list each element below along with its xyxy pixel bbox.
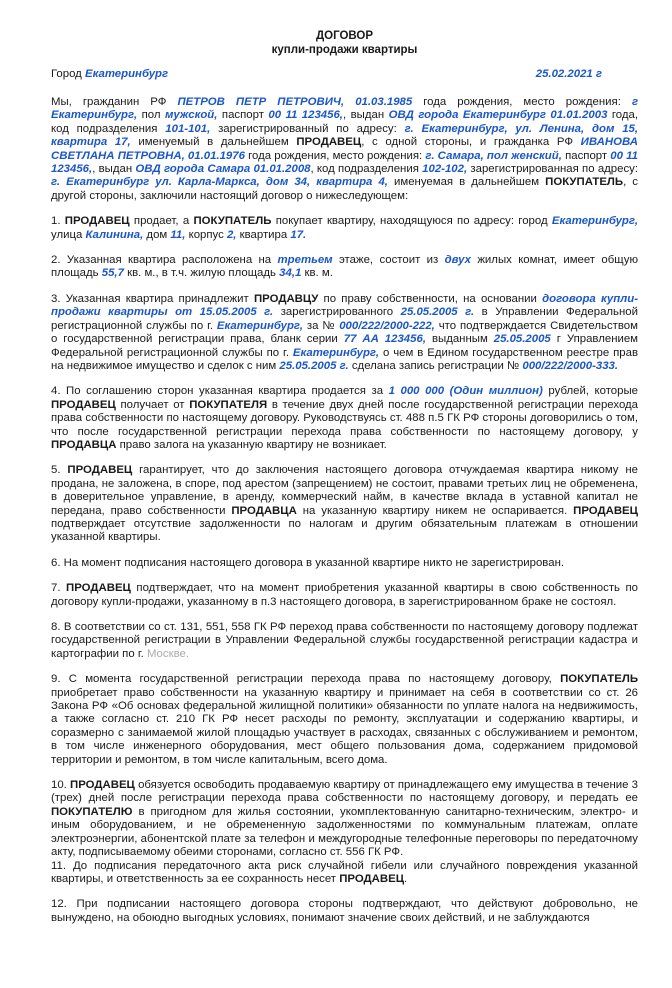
buyer-name-field[interactable]: ИВАНОВА СВЕТЛАНА ПЕТРОВНА, 01.01.1976 (51, 136, 638, 162)
document-title: ДОГОВОР (315, 30, 374, 42)
clause-11: 11. До подписания передаточного акта риск случайной гибели или случайного повреждения указанной квартиры, и ответственность за ее сохранность несет ПРОДАВЕЦ. (51, 859, 638, 885)
seller-sex-field[interactable]: мужской, (164, 109, 218, 122)
clause-6: 6. На момент подписания настоящего договора в указанной квартире никто не зарегистрирован. (51, 556, 565, 569)
city-field[interactable]: Екатеринбург (84, 68, 169, 80)
form-series-field[interactable]: 77 АА 123456, (343, 333, 426, 346)
record-date-field[interactable]: 25.05.2005 г. (279, 359, 349, 372)
city-date-line (51, 68, 638, 82)
seller-address-field[interactable]: г. Екатеринбург, ул. Ленина, дом 15, квартира 17, (51, 122, 639, 149)
floor-field[interactable]: третьем (277, 254, 333, 267)
clause-1: 1. ПРОДАВЕЦ продает, а ПОКУПАТЕЛЬ покупает квартиру, находящуюся по адресу: город Екатеринбург, улица Калинина, дом 11, корпус 2, квартира 17. (51, 215, 638, 241)
clause-12: 12. При подписании настоящего договора стороны подтверждают, что действуют добровольно, не вынуждено, на обоюдно выгодных условиях, понимают значение своих действий, и не заблуждаются (51, 898, 638, 924)
date-field[interactable]: 25.02.2021 г (535, 68, 602, 80)
buyer-code-field[interactable]: 102-102, (422, 163, 468, 176)
buyer-issued-field[interactable]: ОВД города Самара 01.01.2008 (135, 163, 311, 176)
seller-dob-field[interactable]: 01.03.1985 (355, 96, 413, 108)
record-number-field[interactable]: 000/222/2000-333. (522, 359, 619, 372)
buyer-address-field[interactable]: г. Екатеринбург ул. Карла-Маркса, дом 34, квартира 4, (51, 176, 388, 189)
seller-passport-field[interactable]: 00 11 123456, (268, 109, 343, 122)
city-label: Город (51, 68, 82, 80)
living-area-field[interactable]: 34,1 (279, 267, 302, 280)
p8-city-field[interactable]: Москве. (146, 647, 189, 660)
seller-issued-field[interactable]: ОВД города Екатеринбург 01.01.2003 (388, 109, 608, 122)
total-area-field[interactable]: 55,7 (101, 267, 124, 280)
apt-street-field[interactable]: Калинина, (85, 228, 144, 241)
clause-8: 8. В соответствии со ст. 131, 551, 558 ГК РФ переход права собственности по настоящему договору подлежат государственной регистрации в Управлении Федеральной службы государственной регистрации кадастра и картографии по г. Москве. (51, 621, 638, 660)
cert-number-field[interactable]: 000/222/2000-222, (339, 319, 435, 332)
parties-paragraph: Мы, гражданин РФ ПЕТРОВ ПЕТР ПЕТРОВИЧ, 01.03.1985 года рождения, место рождения: г Екатеринбург, пол мужской, паспорт 00 11 123456,, выдан ОВД города Екатеринбург 01.01.2003 года, код подразделения 101-101, зарегистрированный по адресу: г. Екатеринбург, ул. Ленина, дом 15, квартира 17, именуемый в дальнейшем ПРОДАВЕЦ, с одной стороны, и гражданка РФ ИВАНОВА СВЕТЛАНА ПЕТРОВНА, 01.01.1976 года рождения, место рождения: г. Самара, пол женский, паспорт 00 11 123456,, выдан ОВД города Самара 01.01.2008, код подразделения 102-102, зарегистрированная по адресу: г. Екатеринбург ул. Карла-Маркса, дом 34, квартира 4, именуемая в дальнейшем ПОКУПАТЕЛЬ, с другой стороны, заключили настоящий договор о нижеследующем: (51, 96, 639, 202)
issue-date-field[interactable]: 25.05.2005 (493, 333, 551, 346)
apt-city-field[interactable]: Екатеринбург, (551, 215, 638, 228)
clause-9: 9. С момента государственной регистрации перехода права по настоящему договору, ПОКУПАТЕЛЬ приобретает право собственности на указанную квартиру и принимает на себя в соответствии со ст. 26 Закона РФ «Об основах федеральной жилищной политики» обязанности по уплате налога на недвижимость, а также согласно ст. 210 ГК РФ несет расходы по ремонту, эксплуатации и содержанию квартиры, и соразмерно с занимаемой жилой площадью участвует в расходах, связанных с обслуживанием и ремонтом, в том числе инженерного оборудования, мест общего пользования дома, содержанием придомовой территории и ремонтом, в том числе капитальным, всего дома. (51, 673, 639, 766)
rosreg-city-field[interactable]: Екатеринбург, (292, 346, 380, 359)
rooms-field[interactable]: двух (444, 254, 471, 267)
reg-city-field[interactable]: Екатеринбург, (216, 319, 303, 332)
seller-code-field[interactable]: 101-101, (165, 122, 211, 135)
clause-5: 5. ПРОДАВЕЦ гарантирует, что до заключения настоящего договора отчуждаемая квартира никому не продана, не заложена, в споре, под арестом (запрещением) не состоит, правами третьих лиц не обременена, в доверительное управление, в аренду, коммерческий найм, в качестве вклада в уставной капитал не передана, право собственности ПРОДАВЦА на указанную квартиру никем не оспаривается. ПРОДАВЕЦ подтверждает отсутствие задолженности по налогам и другим обязательным платежам в отношении указанной квартиры. (51, 464, 639, 544)
reg-date-field[interactable]: 25.05.2005 г. (400, 306, 475, 319)
price-field[interactable]: 1 000 000 (Один миллион) (388, 385, 543, 398)
clause-2: 2. Указанная квартира расположена на третьем этаже, состоит из двух жилых комнат, имеет общую площадь 55,7 кв. м., в т.ч. жилую площадь 34,1 кв. м. (51, 254, 638, 280)
seller-pob-field[interactable]: г Екатеринбург, (51, 96, 639, 122)
apt-building-field[interactable]: 2, (226, 228, 237, 241)
clause-10: 10. ПРОДАВЕЦ обязуется освободить продаваемую квартиру от принадлежащего ему имущества в течение 3 (трех) дней после регистрации перехода права собственности по настоящему договору, и передать ее ПОКУПАТЕЛЮ в пригодном для жилья состоянии, укомплектованную санитарно-техническим, электро- и иным оборудованием, и не обремененную задолженностями по коммунальным платежам, оплате электроэнергии, абонентской плате за телефон и междугородные телефонные переговоры по передаточному акту, подписываемому обеими сторонами, согласно ст. 556 ГК РФ. (51, 779, 638, 859)
buyer-passport-field[interactable]: 00 11 123456, (51, 149, 638, 176)
apt-house-field[interactable]: 11, (170, 228, 186, 241)
apt-number-field[interactable]: 17. (290, 228, 307, 241)
clause-4: 4. По соглашению сторон указанная квартира продается за 1 000 000 (Один миллион) рублей, которые ПРОДАВЕЦ получает от ПОКУПАТЕЛЯ в течение двух дней после государственной регистрации перехода права собственности по настоящему договору. Руководствуясь ст. 488 п.5 ГК РФ стороны договорились о том, что после государственной регистрации перехода права собственности по настоящему договору, у ПРОДАВЦА право залога на указанную квартиру не возникает. (51, 385, 639, 451)
document-subtitle: купли-продажи квартиры (271, 44, 418, 56)
seller-name-field[interactable]: ПЕТРОВ ПЕТР ПЕТРОВИЧ, (177, 96, 345, 108)
buyer-pob-field[interactable]: г. Самара, пол женский, (425, 149, 562, 162)
clause-3: 3. Указанная квартира принадлежит ПРОДАВЦУ по праву собственности, на основании договора купли-продажи квартиры от 15.05.2005 г. зарегистрированного 25.05.2005 г. в Управлении Федеральной регистрационной службы по г. Екатеринбург, за № 000/222/2000-222, что подтверждается Свидетельством о государственной регистрации права, бланк серии 77 АА 123456, выданным 25.05.2005 г Управлением Федеральной регистрационной службы по г. Екатеринбург, о чем в Едином государственном реестре прав на недвижимое имущество и сделок с ним 25.05.2005 г. сделана запись регистрации № 000/222/2000-333. (51, 292, 639, 372)
contract-basis-field[interactable]: договора купли-продажи квартиры от 15.05.2005 г. (51, 292, 639, 319)
clause-7: 7. ПРОДАВЕЦ подтверждает, что на момент приобретения указанной квартиры в свою собственность по договору купли-продажи, указанному в п.3 настоящего договора, в зарегистрированном браке не состоял. (51, 582, 639, 608)
